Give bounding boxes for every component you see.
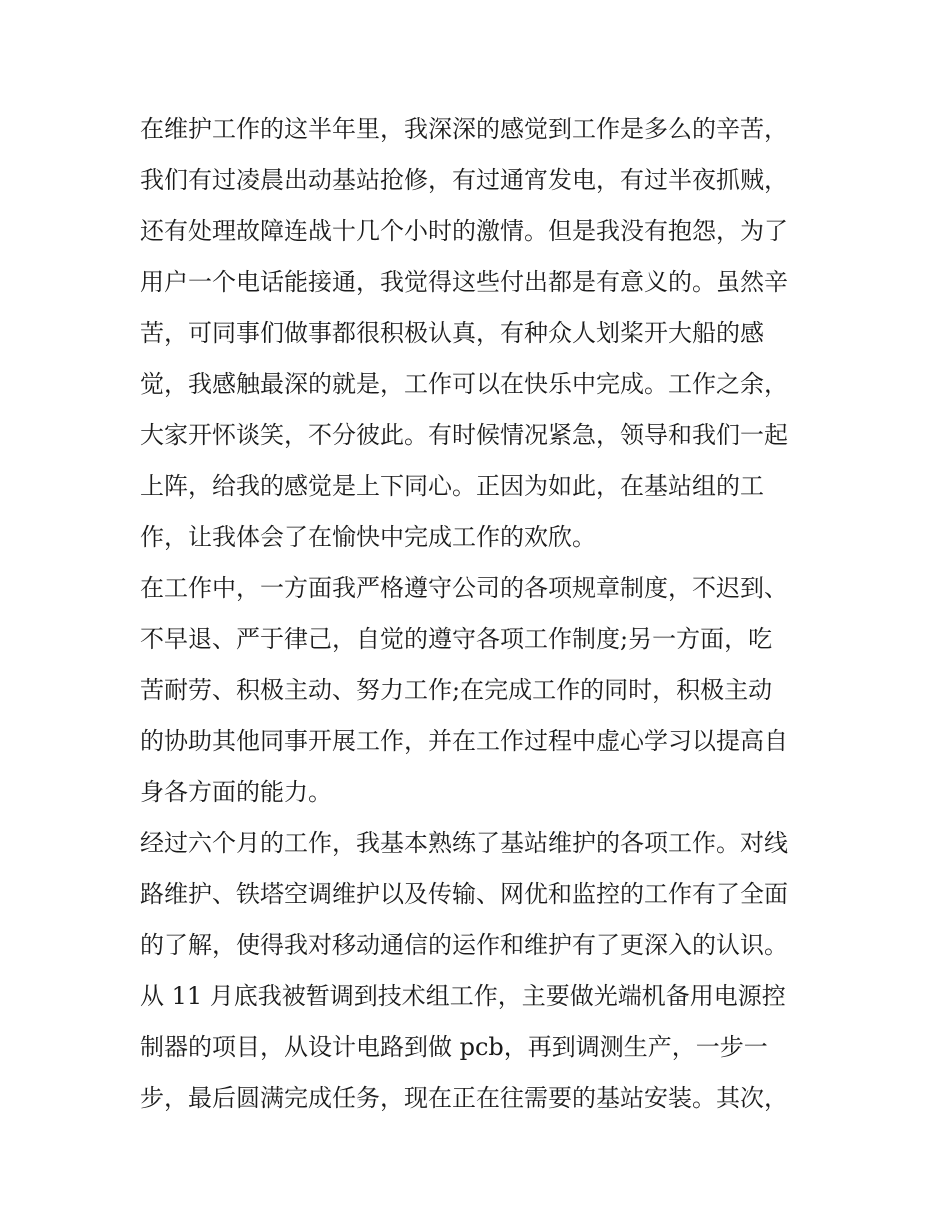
text-line: 用户一个电话能接通，我觉得这些付出都是有意义的。虽然辛 [140,268,788,296]
text-line: 的协助其他同事开展工作，并在工作过程中虚心学习以提高自 [140,727,788,755]
text-line: 制器的项目，从设计电路到做 pcb，再到调测生产，一步一 [140,1033,768,1061]
text-line: 我们有过凌晨出动基站抢修，有过通宵发电，有过半夜抓贼， [140,166,788,194]
text-line: 在维护工作的这半年里，我深深的感觉到工作是多么的辛苦， [140,115,788,143]
text-line: 的了解，使得我对移动通信的运作和维护有了更深入的认识。 [140,931,788,959]
text-line: 上阵，给我的感觉是上下同心。正因为如此，在基站组的工 [140,472,764,500]
text-line: 还有处理故障连战十几个小时的激情。但是我没有抱怨，为了 [140,217,788,245]
text-line: 经过六个月的工作，我基本熟练了基站维护的各项工作。对线 [140,829,788,857]
text-line: 作，让我体会了在愉快中完成工作的欢欣。 [140,523,596,551]
text-line: 在工作中，一方面我严格遵守公司的各项规章制度，不迟到、 [140,574,788,602]
text-line: 身各方面的能力。 [140,778,332,806]
text-line: 步，最后圆满完成任务，现在正在往需要的基站安装。其次， [140,1084,788,1112]
text-line: 不早退、严于律己，自觉的遵守各项工作制度;另一方面，吃 [140,625,773,653]
text-line: 苦，可同事们做事都很积极认真，有种众人划桨开大船的感 [140,319,764,347]
text-line: 苦耐劳、积极主动、努力工作;在完成工作的同时，积极主动 [140,676,773,704]
text-line: 路维护、铁塔空调维护以及传输、网优和监控的工作有了全面 [140,880,788,908]
text-line: 大家开怀谈笑，不分彼此。有时候情况紧急，领导和我们一起 [140,421,788,449]
text-line: 觉，我感触最深的就是，工作可以在快乐中完成。工作之余， [140,370,788,398]
document-body [140,104,830,1124]
text-line: 从 11 月底我被暂调到技术组工作，主要做光端机备用电源控 [140,982,786,1010]
